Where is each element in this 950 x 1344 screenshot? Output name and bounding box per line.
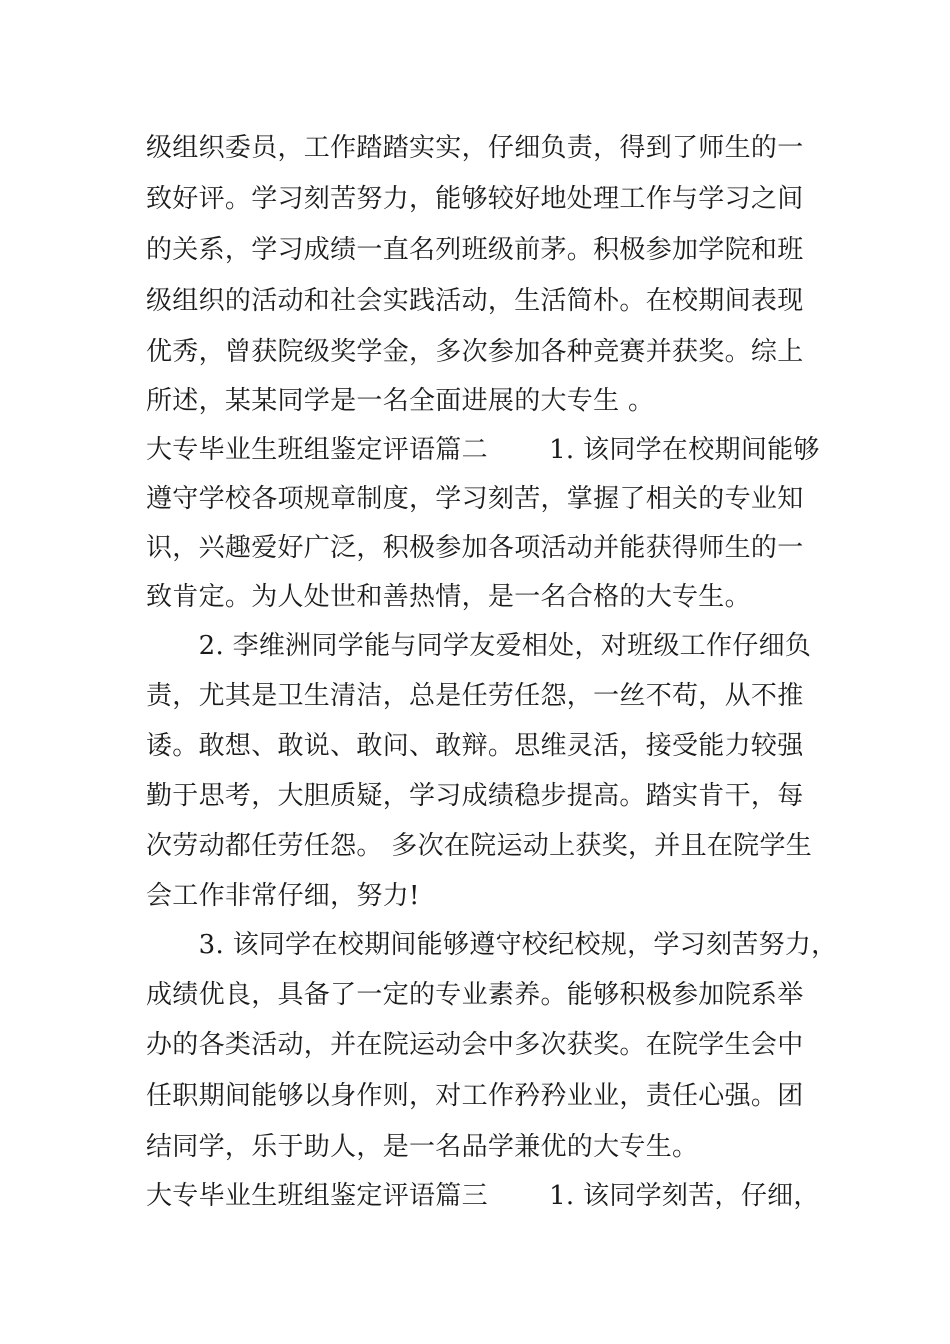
text-line: 勤于思考，大胆质疑，学习成绩稳步提高。踏实肯干，每 xyxy=(146,781,804,811)
text-line: 识，兴趣爱好广泛，积极参加各项活动并能获得师生的一 xyxy=(146,533,804,563)
text-line: 会工作非常仔细，努力! xyxy=(146,881,420,911)
text-line: 2. 李维洲同学能与同学友爱相处，对班级工作仔细负 xyxy=(146,631,812,661)
text-line: 致肯定。为人处世和善热情，是一名合格的大专生。 xyxy=(146,582,751,612)
text-line: 致好评。学习刻苦努力，能够较好地处理工作与学习之间 xyxy=(146,184,804,214)
text-line: 诿。敢想、敢说、敢问、敢辩。思维灵活，接受能力较强 xyxy=(146,731,804,761)
text-line: 遵守学校各项规章制度，学习刻苦，掌握了相关的专业知 xyxy=(146,484,804,514)
section-heading-line: 大专毕业生班组鉴定评语篇三 1. 该同学刻苦，仔细， xyxy=(146,1181,820,1211)
text-line: 的关系，学习成绩一直名列班级前茅。积极参加学院和班 xyxy=(146,235,804,265)
section-heading-line: 大专毕业生班组鉴定评语篇二 1. 该同学在校期间能够 xyxy=(146,435,820,465)
text-line: 优秀，曾获院级奖学金，多次参加各种竞赛并获奖。综上 xyxy=(146,337,804,367)
text-line: 次劳动都任劳任怨。 多次在院运动上获奖，并且在院学生 xyxy=(146,831,813,861)
text-line: 责，尤其是卫生清洁，总是任劳任怨，一丝不苟，从不推 xyxy=(146,681,804,711)
text-line: 任职期间能够以身作则，对工作矜矜业业，责任心强。团 xyxy=(146,1081,804,1111)
text-line: 级组织的活动和社会实践活动，生活简朴。在校期间表现 xyxy=(146,286,804,316)
text-line: 级组织委员，工作踏踏实实，仔细负责，得到了师生的一 xyxy=(146,133,804,163)
text-line: 结同学，乐于助人，是一名品学兼优的大专生。 xyxy=(146,1132,699,1162)
text-line: 办的各类活动，并在院运动会中多次获奖。在院学生会中 xyxy=(146,1030,804,1060)
text-line: 所述，某某同学是一名全面进展的大专生 。 xyxy=(146,386,655,416)
text-line: 成绩优良，具备了一定的专业素养。能够积极参加院系举 xyxy=(146,980,804,1010)
text-line: 3. 该同学在校期间能够遵守校纪校规，学习刻苦努力， xyxy=(146,930,838,960)
